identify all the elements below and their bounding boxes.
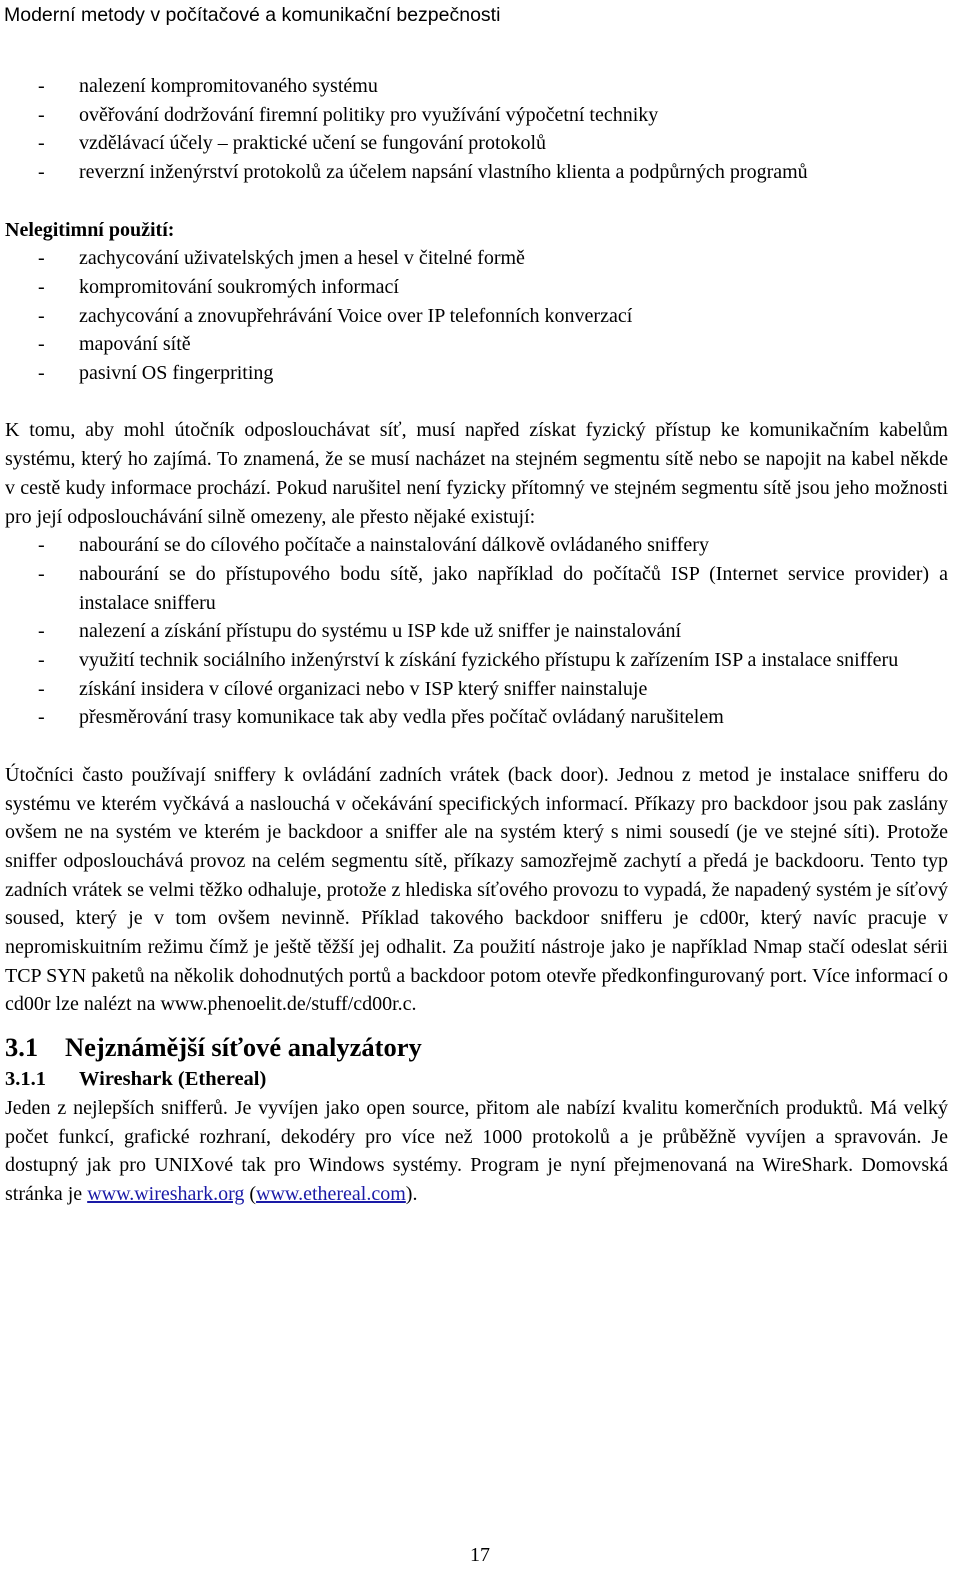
wireshark-link[interactable]: www.wireshark.org bbox=[87, 1182, 245, 1205]
list-item: - nabourání se do přístupového bodu sítě, jako například do počítačů ISP (Internet service provider) a instalace snifferu bbox=[5, 560, 948, 617]
list-item: - reverzní inženýrství protokolů za účelem napsání vlastního klienta a podpůrných programů bbox=[5, 158, 948, 187]
subsection-number: 3.1.1 bbox=[5, 1068, 46, 1091]
list-item: - mapování sítě bbox=[5, 330, 948, 359]
subsection-heading bbox=[5, 1065, 948, 1094]
spacer bbox=[5, 187, 948, 216]
list-item: - ověřování dodržování firemní politiky pro využívání výpočetní techniky bbox=[5, 101, 948, 130]
document-body bbox=[5, 72, 948, 1209]
section-number: 3.1 bbox=[5, 1032, 39, 1063]
spacer bbox=[5, 732, 948, 761]
list-item: - nalezení a získání přístupu do systému u ISP kde už sniffer je nainstalování bbox=[5, 617, 948, 646]
list-item: - zachycování uživatelských jmen a hesel v čitelné formě bbox=[5, 244, 948, 273]
section-title: Nejznámější síťové analyzátory bbox=[65, 1032, 422, 1063]
paragraph-end: ). bbox=[405, 1182, 418, 1205]
link-separator: ( bbox=[244, 1182, 257, 1205]
wireshark-text: Jeden z nejlepších snifferů. Je vyvíjen jako open source, přitom ale nabízí kvalitu komerčních produktů. Má velký počet funkcí, grafické rozhraní, dekodéry pro více než 1000 protokolů a je průběžně vyvíjen a spravován. Je dostupný jak pro UNIXové tak pro Windows systémy. Program je nyní přejmenovaná na WireShark. Domovská stránka je bbox=[5, 1096, 948, 1205]
running-header: Moderní metody v počítačové a komunikační bezpečnosti bbox=[4, 4, 501, 26]
list-item: - nalezení kompromitovaného systému bbox=[5, 72, 948, 101]
list-item: - přesměrování trasy komunikace tak aby vedla přes počítač ovládaný narušitelem bbox=[5, 703, 948, 732]
illegitimate-use-list bbox=[5, 244, 948, 388]
paragraph-wireshark bbox=[5, 1094, 948, 1209]
attack-methods-list bbox=[5, 531, 948, 732]
subsection-title: Wireshark (Ethereal) bbox=[79, 1068, 267, 1091]
section-heading bbox=[5, 1029, 948, 1065]
list-item: - kompromitování soukromých informací bbox=[5, 273, 948, 302]
list-item: - využití technik sociálního inženýrství k získání fyzického přístupu k zařízením ISP a instalace snifferu bbox=[5, 646, 948, 675]
paragraph-physical-access: K tomu, aby mohl útočník odposlouchávat síť, musí napřed získat fyzický přístup ke komunikačním kabelům systému, který ho zajímá. To znamená, že se musí nacházet na stejném segmentu sítě nebo se napojit na kabel někde v cestě kudy informace prochází. Pokud narušitel není fyzicky přítomný ve stejném segmentu sítě jsou jeho možnosti pro její odposlouchávání silně omezeny, ale přesto nějaké existují: bbox=[5, 419, 948, 528]
page-number: 17 bbox=[470, 1544, 490, 1566]
list-item: - pasivní OS fingerpriting bbox=[5, 359, 948, 388]
list-item: - získání insidera v cílové organizaci nebo v ISP který sniffer nainstaluje bbox=[5, 675, 948, 704]
list-item: - zachycování a znovupřehrávání Voice over IP telefonních konverzací bbox=[5, 302, 948, 331]
list-item: - nabourání se do cílového počítače a nainstalování dálkově ovládaného sniffery bbox=[5, 531, 948, 560]
spacer bbox=[5, 388, 948, 417]
illegitimate-use-label: Nelegitimní použití: bbox=[5, 218, 175, 241]
paragraph-backdoor: Útočníci často používají sniffery k ovládání zadních vrátek (back door). Jednou z metod je instalace snifferu do systému ve kterém vyčkává a naslouchá v očekávání specifických informací. Příkazy pro backdoor jsou pak zaslány ovšem ne na systém ve kterém je backdoor a sniffer ale na systém který s nimi sousedí (je ve stejné síti). Protože sniffer odposlouchává provoz na celém segmentu sítě, příkazy samozřejmě zachytí a předá je backdooru. Tento typ zadních vrátek se velmi těžko odhaluje, protože z hlediska síťového provozu to vypadá, že napadený systém je síťový soused, který je v tom ovšem nevinně. Příklad takového backdoor snifferu je cd00r, který navíc pracuje v nepromiskuitním režimu čímž je ještě těžší jej odhalit. Za použití nástroje jako je například Nmap stačí odeslat sérii TCP SYN paketů na několik dohodnutých portů a backdoor potom otevře předkonfingurovaný port. Více informací o cd00r lze nalézt na www.phenoelit.de/stuff/cd00r.c. bbox=[5, 763, 948, 1016]
ethereal-link[interactable]: www.ethereal.com bbox=[256, 1182, 406, 1205]
list-item: - vzdělávací účely – praktické učení se fungování protokolů bbox=[5, 129, 948, 158]
usage-list bbox=[5, 72, 948, 187]
